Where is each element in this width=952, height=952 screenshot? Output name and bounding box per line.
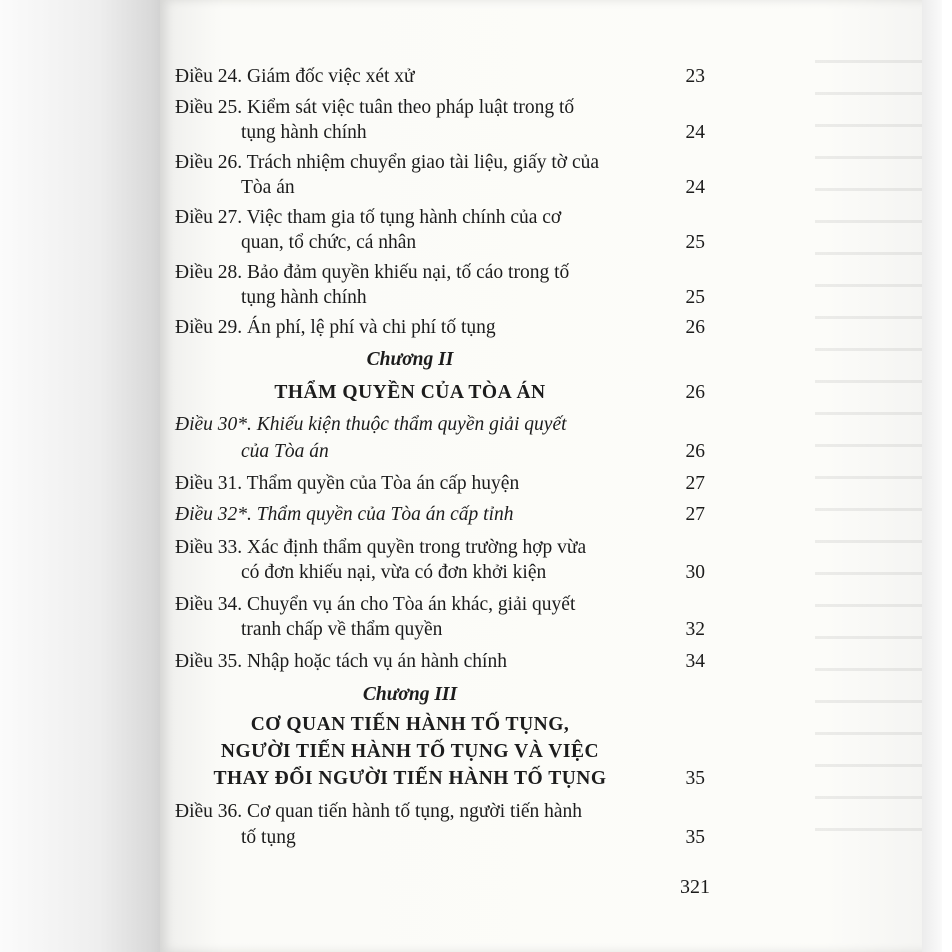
toc-entry-page: 27 xyxy=(685,504,705,525)
toc-entry-title: tụng hành chính xyxy=(241,287,367,308)
toc-entry xyxy=(175,469,705,499)
chapter-title: THẨM QUYỀN CỦA TÒA ÁN xyxy=(274,382,546,403)
toc-entry-title: Điều 26. Trách nhiệm chuyển giao tài liệu, giấy tờ của xyxy=(175,152,600,173)
chapter-number: Chương II xyxy=(366,349,454,370)
toc-entry-continuation xyxy=(175,558,705,588)
toc-entry-title: Điều 24. Giám đốc việc xét xử xyxy=(175,66,415,87)
chapter-title: CƠ QUAN TIẾN HÀNH TỐ TỤNG, xyxy=(250,714,570,735)
toc-entry-continuation xyxy=(175,437,705,467)
toc-entry-page: 25 xyxy=(685,287,705,308)
chapter-heading xyxy=(175,764,705,794)
toc-entry-continuation xyxy=(175,118,705,148)
toc-entry-page: 32 xyxy=(685,619,705,640)
toc-entry-continuation xyxy=(175,173,705,203)
toc-entry-page: 26 xyxy=(685,441,705,462)
toc-entry-title: tranh chấp về thẩm quyền xyxy=(241,619,443,640)
toc-entry xyxy=(175,647,705,677)
book-spine-shadow xyxy=(0,0,165,952)
toc-entry xyxy=(175,410,705,440)
toc-entry-page: 23 xyxy=(685,66,705,87)
toc-entry-title: của Tòa án xyxy=(241,441,329,462)
toc-entry-page: 35 xyxy=(685,827,705,848)
bleed-through-text xyxy=(815,60,935,860)
toc-entry-page: 34 xyxy=(685,651,705,672)
toc-entry-page: 30 xyxy=(685,562,705,583)
toc-entry-continuation xyxy=(175,823,705,853)
toc-entry-title: Điều 29. Án phí, lệ phí và chi phí tố tụng xyxy=(175,317,496,338)
toc-entry-title: có đơn khiếu nại, vừa có đơn khởi kiện xyxy=(241,562,547,583)
chapter-title: THAY ĐỔI NGƯỜI TIẾN HÀNH TỐ TỤNG xyxy=(213,768,607,789)
chapter-label xyxy=(175,680,705,710)
toc-entry-title: Điều 28. Bảo đảm quyền khiếu nại, tố cáo trong tố xyxy=(175,262,570,283)
page-edge xyxy=(922,0,942,952)
toc-entry-title: quan, tổ chức, cá nhân xyxy=(241,232,417,253)
toc-entry-page: 25 xyxy=(685,232,705,253)
toc-entry-title: Điều 36. Cơ quan tiến hành tố tụng, người tiến hành xyxy=(175,801,583,822)
toc-entry-title: Điều 31. Thẩm quyền của Tòa án cấp huyện xyxy=(175,473,520,494)
toc-entry-page: 27 xyxy=(685,473,705,494)
chapter-title: NGƯỜI TIẾN HÀNH TỐ TỤNG VÀ VIỆC xyxy=(220,741,600,762)
toc-entry-continuation xyxy=(175,228,705,258)
toc-entry xyxy=(175,500,705,530)
toc-entry-title: Điều 34. Chuyển vụ án cho Tòa án khác, giải quyết xyxy=(175,594,576,615)
toc-entry-title: Điều 27. Việc tham gia tố tụng hành chính của cơ xyxy=(175,207,562,228)
toc-entry-title: Điều 33. Xác định thẩm quyền trong trường hợp vừa xyxy=(175,537,587,558)
toc-entry xyxy=(175,313,705,343)
toc-entry-page: 24 xyxy=(685,122,705,143)
toc-entry-title: tụng hành chính xyxy=(241,122,367,143)
toc-entry-page: 24 xyxy=(685,177,705,198)
toc-entry-title: Tòa án xyxy=(241,177,295,198)
chapter-heading xyxy=(175,737,705,767)
chapter-label xyxy=(175,345,705,375)
toc-entry-title: Điều 32*. Thẩm quyền của Tòa án cấp tỉnh xyxy=(175,504,514,525)
toc-entry-title: tố tụng xyxy=(241,827,296,848)
toc-entry xyxy=(175,62,705,92)
toc-entry-title: Điều 25. Kiểm sát việc tuân theo pháp luật trong tố xyxy=(175,97,575,118)
toc-entry-continuation xyxy=(175,615,705,645)
page-number: 321 xyxy=(680,876,710,898)
toc-entry-page: 26 xyxy=(685,317,705,338)
chapter-heading xyxy=(175,710,705,740)
toc-entry-title: Điều 30*. Khiếu kiện thuộc thẩm quyền giải quyết xyxy=(175,414,567,435)
toc-entry-page: 26 xyxy=(685,382,705,403)
toc-entry-continuation xyxy=(175,283,705,313)
toc-entry-title: Điều 35. Nhập hoặc tách vụ án hành chính xyxy=(175,651,507,672)
chapter-heading xyxy=(175,378,705,408)
toc-entry-page: 35 xyxy=(685,768,705,789)
chapter-number: Chương III xyxy=(362,684,458,705)
